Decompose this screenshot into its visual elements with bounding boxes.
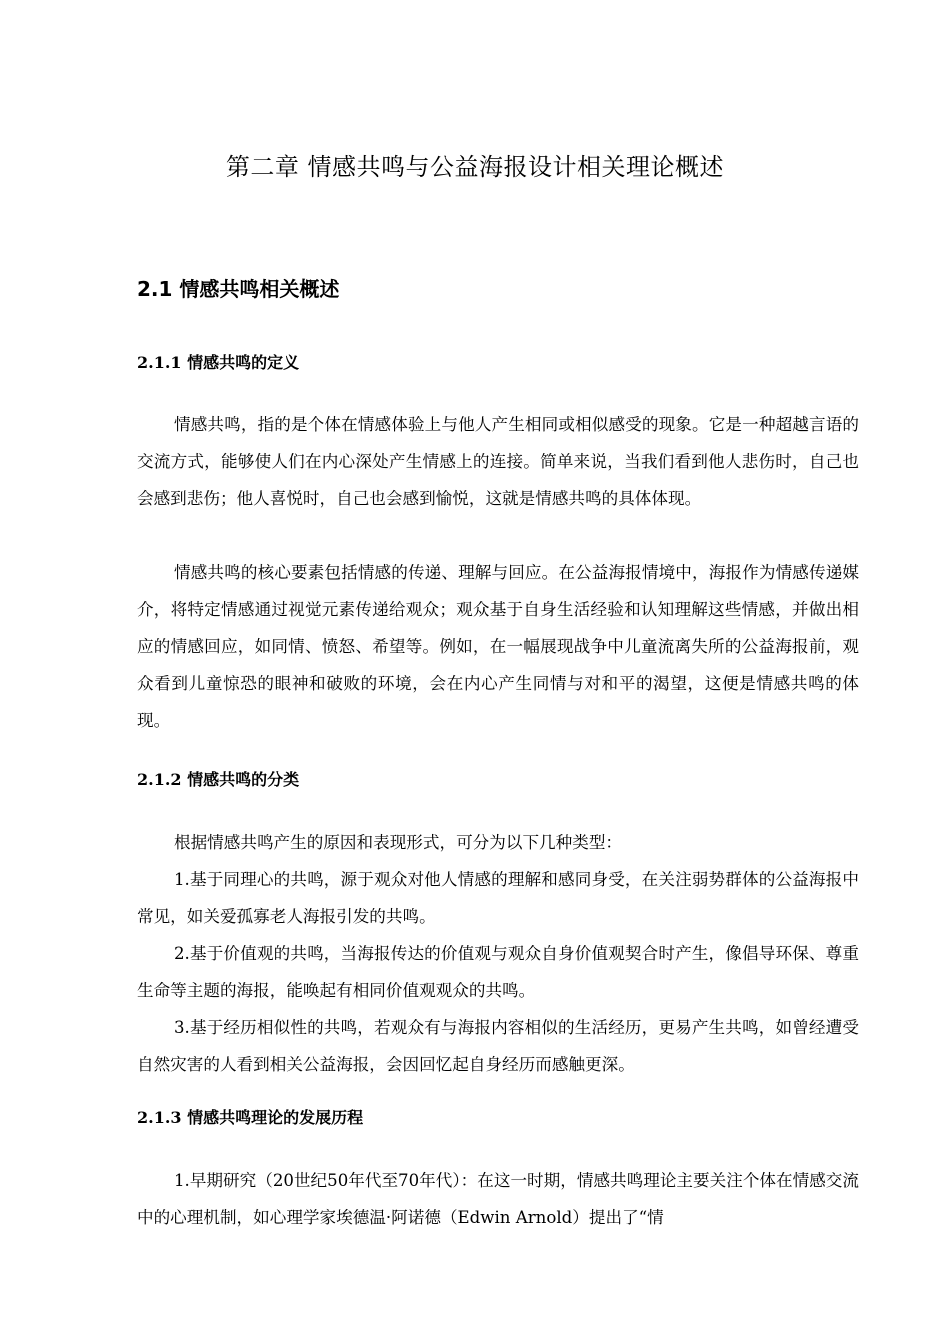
- paragraph-definition-1: 情感共鸣，指的是个体在情感体验上与他人产生相同或相似感受的现象。它是一种超越言语的交流方式，能够使人们在内心深处产生情感上的连接。简单来说，当我们看到他人悲伤时，自己也会感到悲伤；他人喜悦时，自己也会感到愉悦，这就是情感共鸣的具体体现。: [137, 415, 859, 508]
- subsection-heading-definition: 2.1.1 情感共鸣的定义: [137, 353, 300, 372]
- chapter-title: 第二章 情感共鸣与公益海报设计相关理论概述: [225, 153, 725, 181]
- paragraph-classification-2: 2.基于价值观的共鸣，当海报传达的价值观与观众自身价值观契合时产生，像倡导环保、尊重生命等主题的海报，能唤起有相同价值观观众的共鸣。: [137, 944, 859, 1000]
- paragraph-classification-3: 3.基于经历相似性的共鸣，若观众有与海报内容相似的生活经历，更易产生共鸣，如曾经遭受自然灾害的人看到相关公益海报，会因回忆起自身经历而感触更深。: [137, 1018, 859, 1074]
- subsection-heading-classification: 2.1.2 情感共鸣的分类: [137, 770, 300, 789]
- paragraph-classification-intro: 根据情感共鸣产生的原因和表现形式，可分为以下几种类型：: [174, 833, 623, 852]
- paragraph-classification-1: 1.基于同理心的共鸣，源于观众对他人情感的理解和感同身受，在关注弱势群体的公益海报中常见，如关爱孤寡老人海报引发的共鸣。: [137, 870, 859, 926]
- paragraph-history-1: 1.早期研究（20世纪50年代至70年代）：在这一时期，情感共鸣理论主要关注个体在情感交流中的心理机制，如心理学家埃德温·阿诺德（Edwin Arnold）提出了“情: [137, 1171, 859, 1227]
- section-title: 2.1 情感共鸣相关概述: [137, 277, 340, 301]
- subsection-heading-history: 2.1.3 情感共鸣理论的发展历程: [137, 1108, 364, 1127]
- paragraph-definition-2: 情感共鸣的核心要素包括情感的传递、理解与回应。在公益海报情境中，海报作为情感传递媒介，将特定情感通过视觉元素传递给观众；观众基于自身生活经验和认知理解这些情感，并做出相应的情感回应，如同情、愤怒、希望等。例如，在一幅展现战争中儿童流离失所的公益海报前，观众看到儿童惊恐的眼神和破败的环境，会在内心产生同情与对和平的渴望，这便是情感共鸣的体现。: [137, 563, 859, 730]
